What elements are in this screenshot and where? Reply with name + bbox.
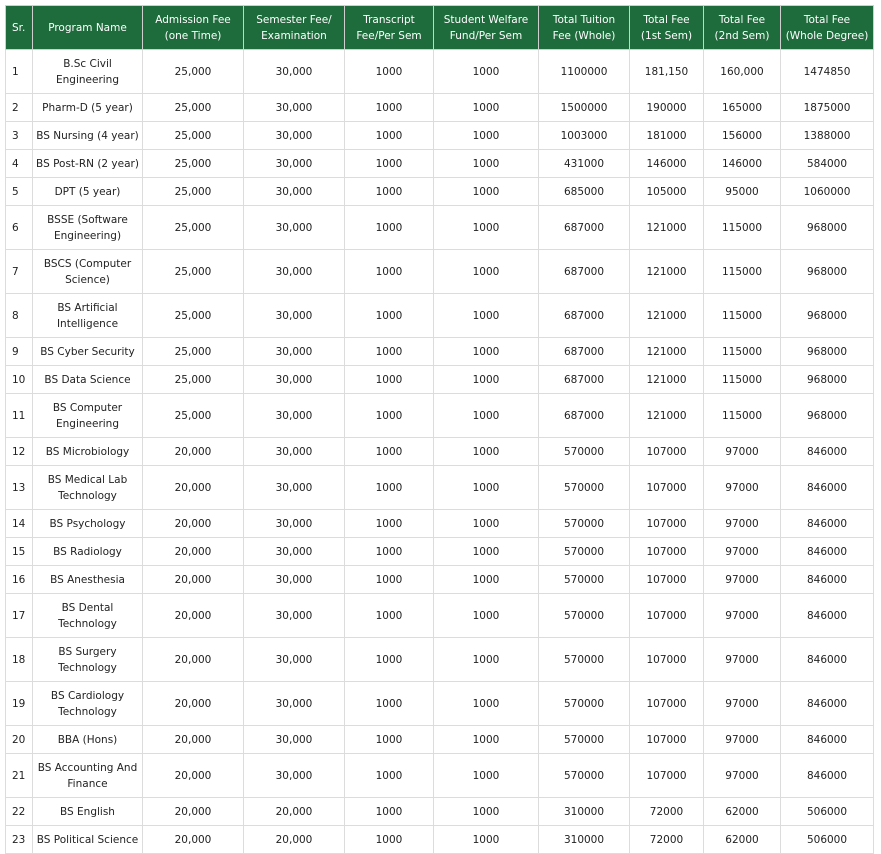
- program-name-cell: BS Surgery Technology: [33, 638, 143, 682]
- total-whole-degree-cell: 968000: [781, 366, 874, 394]
- header-transcript-fee: Transcript Fee/Per Sem: [345, 6, 434, 50]
- transcript-fee-cell: 1000: [345, 338, 434, 366]
- welfare-fund-cell: 1000: [434, 466, 539, 510]
- table-row: [6, 466, 874, 510]
- total-first-sem-cell: 72000: [630, 826, 704, 854]
- admission-fee-cell: 25,000: [143, 50, 244, 94]
- welfare-fund-cell: 1000: [434, 94, 539, 122]
- total-first-sem-cell: 121000: [630, 338, 704, 366]
- admission-fee-cell: 20,000: [143, 538, 244, 566]
- transcript-fee-cell: 1000: [345, 294, 434, 338]
- welfare-fund-cell: 1000: [434, 178, 539, 206]
- program-name-cell: BS Nursing (4 year): [33, 122, 143, 150]
- table-row: [6, 798, 874, 826]
- table-row: [6, 150, 874, 178]
- welfare-fund-cell: 1000: [434, 438, 539, 466]
- total-whole-degree-cell: 846000: [781, 510, 874, 538]
- sr-cell: 16: [6, 566, 33, 594]
- total-whole-degree-cell: 1875000: [781, 94, 874, 122]
- table-row: [6, 594, 874, 638]
- total-tuition-cell: 685000: [539, 178, 630, 206]
- semester-fee-cell: 30,000: [244, 150, 345, 178]
- semester-fee-cell: 30,000: [244, 94, 345, 122]
- program-name-cell: BS Political Science: [33, 826, 143, 854]
- table-body: [6, 50, 874, 854]
- total-tuition-cell: 1003000: [539, 122, 630, 150]
- admission-fee-cell: 20,000: [143, 798, 244, 826]
- total-tuition-cell: 570000: [539, 566, 630, 594]
- semester-fee-cell: 30,000: [244, 638, 345, 682]
- total-tuition-cell: 687000: [539, 206, 630, 250]
- header-admission-fee: Admission Fee (one Time): [143, 6, 244, 50]
- total-tuition-cell: 570000: [539, 538, 630, 566]
- program-name-cell: BS Data Science: [33, 366, 143, 394]
- total-tuition-cell: 687000: [539, 366, 630, 394]
- program-name-cell: BS Psychology: [33, 510, 143, 538]
- total-tuition-cell: 431000: [539, 150, 630, 178]
- transcript-fee-cell: 1000: [345, 682, 434, 726]
- header-total-second-sem: Total Fee (2nd Sem): [704, 6, 781, 50]
- table-row: [6, 94, 874, 122]
- semester-fee-cell: 30,000: [244, 50, 345, 94]
- sr-cell: 13: [6, 466, 33, 510]
- program-name-cell: BS Medical Lab Technology: [33, 466, 143, 510]
- total-tuition-cell: 687000: [539, 250, 630, 294]
- admission-fee-cell: 25,000: [143, 150, 244, 178]
- semester-fee-cell: 30,000: [244, 178, 345, 206]
- total-first-sem-cell: 107000: [630, 754, 704, 798]
- total-second-sem-cell: 115000: [704, 394, 781, 438]
- fee-structure-table: [5, 5, 874, 854]
- total-whole-degree-cell: 846000: [781, 466, 874, 510]
- transcript-fee-cell: 1000: [345, 798, 434, 826]
- total-second-sem-cell: 62000: [704, 826, 781, 854]
- semester-fee-cell: 30,000: [244, 206, 345, 250]
- admission-fee-cell: 20,000: [143, 726, 244, 754]
- transcript-fee-cell: 1000: [345, 122, 434, 150]
- table-row: [6, 250, 874, 294]
- semester-fee-cell: 30,000: [244, 594, 345, 638]
- semester-fee-cell: 30,000: [244, 338, 345, 366]
- total-second-sem-cell: 115000: [704, 338, 781, 366]
- semester-fee-cell: 20,000: [244, 826, 345, 854]
- welfare-fund-cell: 1000: [434, 394, 539, 438]
- total-second-sem-cell: 97000: [704, 682, 781, 726]
- semester-fee-cell: 30,000: [244, 438, 345, 466]
- admission-fee-cell: 25,000: [143, 250, 244, 294]
- welfare-fund-cell: 1000: [434, 510, 539, 538]
- total-first-sem-cell: 107000: [630, 726, 704, 754]
- total-whole-degree-cell: 846000: [781, 438, 874, 466]
- admission-fee-cell: 25,000: [143, 394, 244, 438]
- transcript-fee-cell: 1000: [345, 510, 434, 538]
- semester-fee-cell: 30,000: [244, 250, 345, 294]
- header-program-name: Program Name: [33, 6, 143, 50]
- total-tuition-cell: 570000: [539, 438, 630, 466]
- transcript-fee-cell: 1000: [345, 538, 434, 566]
- program-name-cell: BS Radiology: [33, 538, 143, 566]
- total-whole-degree-cell: 1060000: [781, 178, 874, 206]
- transcript-fee-cell: 1000: [345, 826, 434, 854]
- total-first-sem-cell: 107000: [630, 682, 704, 726]
- admission-fee-cell: 20,000: [143, 466, 244, 510]
- table-row: [6, 338, 874, 366]
- total-second-sem-cell: 62000: [704, 798, 781, 826]
- transcript-fee-cell: 1000: [345, 150, 434, 178]
- sr-cell: 19: [6, 682, 33, 726]
- admission-fee-cell: 25,000: [143, 94, 244, 122]
- sr-cell: 22: [6, 798, 33, 826]
- total-second-sem-cell: 97000: [704, 726, 781, 754]
- total-second-sem-cell: 160,000: [704, 50, 781, 94]
- sr-cell: 11: [6, 394, 33, 438]
- admission-fee-cell: 20,000: [143, 638, 244, 682]
- welfare-fund-cell: 1000: [434, 754, 539, 798]
- total-second-sem-cell: 115000: [704, 250, 781, 294]
- total-whole-degree-cell: 968000: [781, 394, 874, 438]
- total-second-sem-cell: 97000: [704, 466, 781, 510]
- sr-cell: 9: [6, 338, 33, 366]
- total-first-sem-cell: 121000: [630, 394, 704, 438]
- sr-cell: 1: [6, 50, 33, 94]
- header-sr: Sr.: [6, 6, 33, 50]
- sr-cell: 20: [6, 726, 33, 754]
- header-welfare-fund: Student Welfare Fund/Per Sem: [434, 6, 539, 50]
- welfare-fund-cell: 1000: [434, 50, 539, 94]
- sr-cell: 21: [6, 754, 33, 798]
- program-name-cell: BS Microbiology: [33, 438, 143, 466]
- admission-fee-cell: 20,000: [143, 566, 244, 594]
- table-row: [6, 566, 874, 594]
- total-whole-degree-cell: 846000: [781, 538, 874, 566]
- semester-fee-cell: 30,000: [244, 510, 345, 538]
- total-first-sem-cell: 121000: [630, 206, 704, 250]
- transcript-fee-cell: 1000: [345, 94, 434, 122]
- admission-fee-cell: 25,000: [143, 366, 244, 394]
- total-tuition-cell: 310000: [539, 826, 630, 854]
- semester-fee-cell: 30,000: [244, 294, 345, 338]
- sr-cell: 18: [6, 638, 33, 682]
- sr-cell: 14: [6, 510, 33, 538]
- sr-cell: 23: [6, 826, 33, 854]
- total-whole-degree-cell: 846000: [781, 638, 874, 682]
- program-name-cell: Pharm-D (5 year): [33, 94, 143, 122]
- total-tuition-cell: 570000: [539, 726, 630, 754]
- sr-cell: 6: [6, 206, 33, 250]
- header-total-tuition: Total Tuition Fee (Whole): [539, 6, 630, 50]
- total-first-sem-cell: 121000: [630, 294, 704, 338]
- total-first-sem-cell: 121000: [630, 366, 704, 394]
- semester-fee-cell: 30,000: [244, 754, 345, 798]
- transcript-fee-cell: 1000: [345, 566, 434, 594]
- transcript-fee-cell: 1000: [345, 438, 434, 466]
- admission-fee-cell: 20,000: [143, 510, 244, 538]
- header-total-whole-degree: Total Fee (Whole Degree): [781, 6, 874, 50]
- welfare-fund-cell: 1000: [434, 366, 539, 394]
- sr-cell: 15: [6, 538, 33, 566]
- admission-fee-cell: 20,000: [143, 594, 244, 638]
- transcript-fee-cell: 1000: [345, 754, 434, 798]
- admission-fee-cell: 20,000: [143, 682, 244, 726]
- total-second-sem-cell: 146000: [704, 150, 781, 178]
- total-second-sem-cell: 97000: [704, 538, 781, 566]
- program-name-cell: BBA (Hons): [33, 726, 143, 754]
- total-whole-degree-cell: 506000: [781, 798, 874, 826]
- welfare-fund-cell: 1000: [434, 594, 539, 638]
- welfare-fund-cell: 1000: [434, 338, 539, 366]
- total-whole-degree-cell: 584000: [781, 150, 874, 178]
- table-row: [6, 638, 874, 682]
- total-first-sem-cell: 107000: [630, 466, 704, 510]
- sr-cell: 8: [6, 294, 33, 338]
- transcript-fee-cell: 1000: [345, 594, 434, 638]
- total-whole-degree-cell: 846000: [781, 754, 874, 798]
- admission-fee-cell: 20,000: [143, 438, 244, 466]
- total-second-sem-cell: 115000: [704, 366, 781, 394]
- total-first-sem-cell: 105000: [630, 178, 704, 206]
- sr-cell: 4: [6, 150, 33, 178]
- total-first-sem-cell: 107000: [630, 594, 704, 638]
- welfare-fund-cell: 1000: [434, 150, 539, 178]
- total-tuition-cell: 570000: [539, 466, 630, 510]
- admission-fee-cell: 20,000: [143, 754, 244, 798]
- header-semester-fee: Semester Fee/ Examination: [244, 6, 345, 50]
- welfare-fund-cell: 1000: [434, 726, 539, 754]
- semester-fee-cell: 30,000: [244, 366, 345, 394]
- table-row: [6, 510, 874, 538]
- welfare-fund-cell: 1000: [434, 294, 539, 338]
- table-row: [6, 294, 874, 338]
- total-first-sem-cell: 107000: [630, 538, 704, 566]
- total-tuition-cell: 687000: [539, 294, 630, 338]
- total-second-sem-cell: 165000: [704, 94, 781, 122]
- total-whole-degree-cell: 1474850: [781, 50, 874, 94]
- table-row: [6, 50, 874, 94]
- total-whole-degree-cell: 968000: [781, 338, 874, 366]
- program-name-cell: DPT (5 year): [33, 178, 143, 206]
- semester-fee-cell: 20,000: [244, 798, 345, 826]
- header-row: [6, 6, 874, 50]
- program-name-cell: BS Post-RN (2 year): [33, 150, 143, 178]
- program-name-cell: BS Computer Engineering: [33, 394, 143, 438]
- table-row: [6, 682, 874, 726]
- total-tuition-cell: 570000: [539, 510, 630, 538]
- transcript-fee-cell: 1000: [345, 638, 434, 682]
- total-second-sem-cell: 156000: [704, 122, 781, 150]
- transcript-fee-cell: 1000: [345, 206, 434, 250]
- table-row: [6, 394, 874, 438]
- admission-fee-cell: 25,000: [143, 338, 244, 366]
- total-first-sem-cell: 190000: [630, 94, 704, 122]
- table-row: [6, 438, 874, 466]
- table-row: [6, 122, 874, 150]
- total-second-sem-cell: 115000: [704, 294, 781, 338]
- total-tuition-cell: 570000: [539, 754, 630, 798]
- welfare-fund-cell: 1000: [434, 206, 539, 250]
- transcript-fee-cell: 1000: [345, 366, 434, 394]
- semester-fee-cell: 30,000: [244, 566, 345, 594]
- sr-cell: 7: [6, 250, 33, 294]
- admission-fee-cell: 25,000: [143, 122, 244, 150]
- total-first-sem-cell: 72000: [630, 798, 704, 826]
- total-whole-degree-cell: 846000: [781, 726, 874, 754]
- table-row: [6, 366, 874, 394]
- table-row: [6, 538, 874, 566]
- total-whole-degree-cell: 846000: [781, 566, 874, 594]
- program-name-cell: BS Anesthesia: [33, 566, 143, 594]
- program-name-cell: BS Dental Technology: [33, 594, 143, 638]
- table-row: [6, 726, 874, 754]
- total-second-sem-cell: 95000: [704, 178, 781, 206]
- sr-cell: 17: [6, 594, 33, 638]
- total-tuition-cell: 687000: [539, 394, 630, 438]
- semester-fee-cell: 30,000: [244, 466, 345, 510]
- transcript-fee-cell: 1000: [345, 726, 434, 754]
- total-tuition-cell: 570000: [539, 594, 630, 638]
- welfare-fund-cell: 1000: [434, 798, 539, 826]
- total-tuition-cell: 1500000: [539, 94, 630, 122]
- welfare-fund-cell: 1000: [434, 566, 539, 594]
- program-name-cell: BS Artificial Intelligence: [33, 294, 143, 338]
- total-whole-degree-cell: 846000: [781, 682, 874, 726]
- sr-cell: 5: [6, 178, 33, 206]
- program-name-cell: BS Cyber Security: [33, 338, 143, 366]
- transcript-fee-cell: 1000: [345, 466, 434, 510]
- total-first-sem-cell: 107000: [630, 566, 704, 594]
- total-tuition-cell: 310000: [539, 798, 630, 826]
- total-whole-degree-cell: 506000: [781, 826, 874, 854]
- total-second-sem-cell: 97000: [704, 594, 781, 638]
- table-row: [6, 754, 874, 798]
- total-first-sem-cell: 107000: [630, 438, 704, 466]
- admission-fee-cell: 25,000: [143, 178, 244, 206]
- welfare-fund-cell: 1000: [434, 682, 539, 726]
- total-whole-degree-cell: 1388000: [781, 122, 874, 150]
- table-row: [6, 826, 874, 854]
- sr-cell: 2: [6, 94, 33, 122]
- total-first-sem-cell: 121000: [630, 250, 704, 294]
- sr-cell: 3: [6, 122, 33, 150]
- program-name-cell: BS Accounting And Finance: [33, 754, 143, 798]
- sr-cell: 10: [6, 366, 33, 394]
- total-whole-degree-cell: 968000: [781, 294, 874, 338]
- admission-fee-cell: 20,000: [143, 826, 244, 854]
- table-header: [6, 6, 874, 50]
- total-first-sem-cell: 146000: [630, 150, 704, 178]
- transcript-fee-cell: 1000: [345, 394, 434, 438]
- program-name-cell: BS English: [33, 798, 143, 826]
- total-second-sem-cell: 97000: [704, 754, 781, 798]
- welfare-fund-cell: 1000: [434, 250, 539, 294]
- transcript-fee-cell: 1000: [345, 250, 434, 294]
- program-name-cell: BSSE (Software Engineering): [33, 206, 143, 250]
- admission-fee-cell: 25,000: [143, 294, 244, 338]
- total-first-sem-cell: 181000: [630, 122, 704, 150]
- welfare-fund-cell: 1000: [434, 638, 539, 682]
- total-second-sem-cell: 97000: [704, 638, 781, 682]
- total-first-sem-cell: 181,150: [630, 50, 704, 94]
- semester-fee-cell: 30,000: [244, 122, 345, 150]
- admission-fee-cell: 25,000: [143, 206, 244, 250]
- total-tuition-cell: 570000: [539, 682, 630, 726]
- total-whole-degree-cell: 968000: [781, 206, 874, 250]
- total-second-sem-cell: 97000: [704, 566, 781, 594]
- program-name-cell: BS Cardiology Technology: [33, 682, 143, 726]
- total-second-sem-cell: 97000: [704, 438, 781, 466]
- total-first-sem-cell: 107000: [630, 638, 704, 682]
- total-second-sem-cell: 115000: [704, 206, 781, 250]
- total-tuition-cell: 687000: [539, 338, 630, 366]
- welfare-fund-cell: 1000: [434, 538, 539, 566]
- total-second-sem-cell: 97000: [704, 510, 781, 538]
- total-tuition-cell: 570000: [539, 638, 630, 682]
- total-first-sem-cell: 107000: [630, 510, 704, 538]
- transcript-fee-cell: 1000: [345, 50, 434, 94]
- semester-fee-cell: 30,000: [244, 682, 345, 726]
- transcript-fee-cell: 1000: [345, 178, 434, 206]
- total-whole-degree-cell: 846000: [781, 594, 874, 638]
- table-row: [6, 206, 874, 250]
- semester-fee-cell: 30,000: [244, 538, 345, 566]
- total-whole-degree-cell: 968000: [781, 250, 874, 294]
- semester-fee-cell: 30,000: [244, 394, 345, 438]
- semester-fee-cell: 30,000: [244, 726, 345, 754]
- total-tuition-cell: 1100000: [539, 50, 630, 94]
- header-total-first-sem: Total Fee (1st Sem): [630, 6, 704, 50]
- table-row: [6, 178, 874, 206]
- program-name-cell: BSCS (Computer Science): [33, 250, 143, 294]
- program-name-cell: B.Sc Civil Engineering: [33, 50, 143, 94]
- sr-cell: 12: [6, 438, 33, 466]
- welfare-fund-cell: 1000: [434, 826, 539, 854]
- welfare-fund-cell: 1000: [434, 122, 539, 150]
